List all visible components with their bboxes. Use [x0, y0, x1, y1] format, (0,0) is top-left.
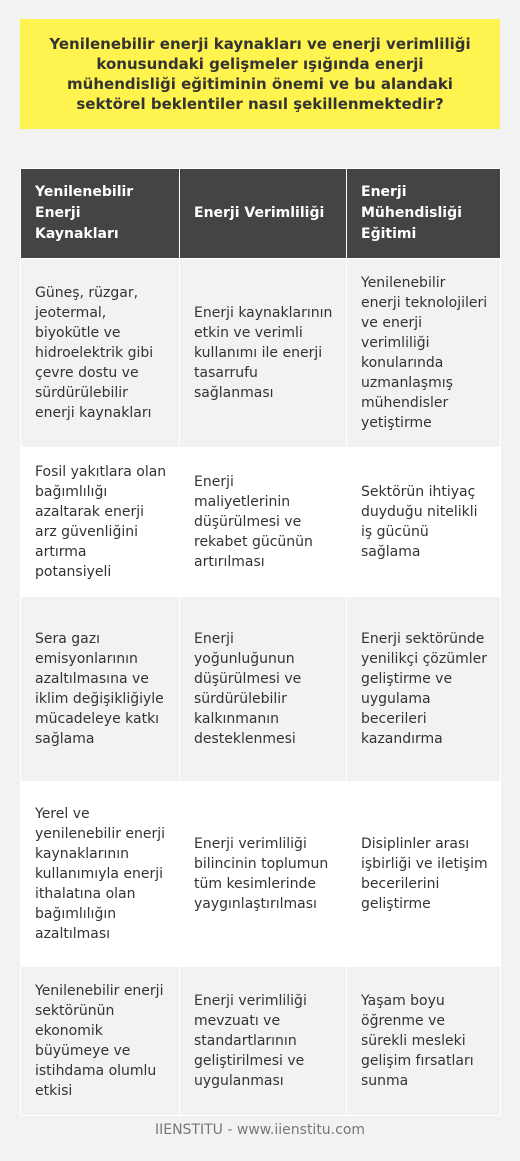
table-cell: Yenilenebilir enerji sektörünün ekonomik büyümeye ve istihdama olumlu etkisi — [21, 967, 180, 1116]
footer-credit: IIENSTITU - www.iienstitu.com — [154, 1122, 366, 1138]
table-row — [21, 782, 501, 967]
table-row — [21, 967, 501, 1116]
table-cell: Enerji maliyetlerinin düşürülmesi ve rekabet gücünün artırılması — [180, 448, 347, 597]
page-title: Yenilenebilir enerji kaynakları ve enerji verimliliği konusundaki gelişmeler ışığında enerji mühendisliği eğitiminin önemi ve bu alandaki sektörel beklentiler nasıl şekillenmektedir? — [49, 35, 471, 113]
table-cell: Güneş, rüzgar, jeotermal, biyokütle ve hidroelektrik gibi çevre dostu ve sürdürülebilir enerji kaynakları — [21, 259, 180, 448]
table-cell: Yaşam boyu öğrenme ve sürekli mesleki gelişim fırsatları sunma — [347, 967, 501, 1116]
comparison-table — [20, 168, 501, 1116]
header-energy-engineering-education: Enerji Mühendisliği Eğitimi — [347, 169, 501, 259]
table-row — [21, 448, 501, 597]
table-row — [21, 259, 501, 448]
table-cell: Fosil yakıtlara olan bağımlılığı azaltarak enerji arz güvenliğini artırma potansiyeli — [21, 448, 180, 597]
header-energy-efficiency: Enerji Verimliliği — [180, 169, 347, 259]
table-cell: Disiplinler arası işbirliği ve iletişim becerilerini geliştirme — [347, 782, 501, 967]
table-cell: Sektörün ihtiyaç duyduğu nitelikli iş gücünü sağlama — [347, 448, 501, 597]
table-row — [21, 597, 501, 782]
title-banner — [20, 19, 500, 129]
table-cell: Enerji verimliliği mevzuatı ve standartlarının geliştirilmesi ve uygulanması — [180, 967, 347, 1116]
table-cell: Sera gazı emisyonlarının azaltılmasına ve iklim değişikliğiyle mücadeleye katkı sağlama — [21, 597, 180, 782]
header-renewable-sources: Yenilenebilir Enerji Kaynakları — [21, 169, 180, 259]
table-cell: Enerji kaynaklarının etkin ve verimli kullanımı ile enerji tasarrufu sağlanması — [180, 259, 347, 448]
table-header-row — [21, 169, 501, 259]
table-cell: Enerji verimliliği bilincinin toplumun tüm kesimlerinde yaygınlaştırılması — [180, 782, 347, 967]
table-cell: Enerji yoğunluğunun düşürülmesi ve sürdürülebilir kalkınmanın desteklenmesi — [180, 597, 347, 782]
table-cell: Yerel ve yenilenebilir enerji kaynaklarının kullanımıyla enerji ithalatına olan bağımlılığın azaltılması — [21, 782, 180, 967]
table-cell: Yenilenebilir enerji teknolojileri ve enerji verimliliği konularında uzmanlaşmış mühendisler yetiştirme — [347, 259, 501, 448]
table-cell: Enerji sektöründe yenilikçi çözümler geliştirme ve uygulama becerileri kazandırma — [347, 597, 501, 782]
